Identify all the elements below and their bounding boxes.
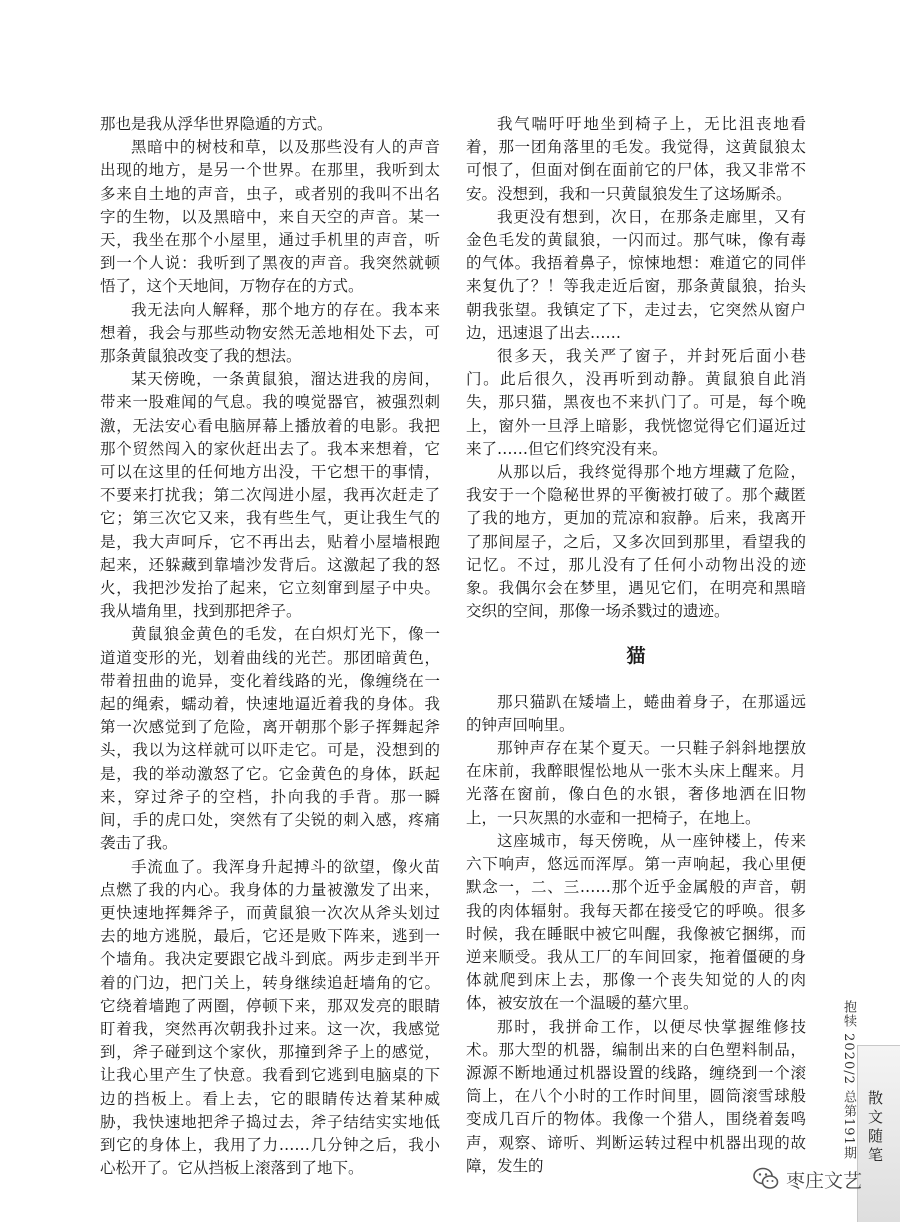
paragraph: 黑暗中的树枝和草，以及那些没有人的声音出现的地方，是另一个世界。在那里，我听到太多来自土地的声音，虫子，或者别的我叫不出名字的生物，以及黑暗中，来自天空的声音。某一天，我坐在那个小屋里，通过手机里的声音，听到一个人说：我听到了黑夜的声音。我突然就顿悟了，这个天地间，万物存在的方式。: [100, 138, 440, 296]
paragraph: 那时，我拼命工作，以便尽快掌握维修技术。那大型的机器，编制出来的白色塑料制品，源源不断地通过机器设置的线路，缠绕到一个滚筒上，在八个小时的工作时间里，圆筒滚雪球般变成几百斤的物体。我像一个猎人，围绕着轰鸣声，观察、谛听、判断运转过程中机器出现的故障，发生的: [466, 1017, 806, 1175]
paragraph: 某天傍晚，一条黄鼠狼，溜达进我的房间，带来一股难闻的气息。我的嗅觉器官，被强烈刺激，无法安心看电脑屏幕上播放着的电影。我把那个贸然闯入的家伙赶出去了。我本来想着，它可以在这里的任何地方出没，干它想干的事情，不要来打扰我；第二次闯进小屋，我再次赶走了它；第三次它又来，我有些生气，更让我生气的是，我大声呵斥，它不再出去，贴着小屋墙根跑起来，还躲藏到靠墙沙发背后。这激起了我的怒火，我把沙发抬了起来，它立刻窜到屋子中央。我从墙角里，找到那把斧子。: [100, 370, 440, 621]
paragraph: 那也是我从浮华世界隐遁的方式。: [100, 115, 333, 133]
journal-issue-info: 抱犊 2020/2 总第191期: [841, 1000, 856, 1160]
section-title: 猫: [626, 645, 646, 668]
paragraph: 手流血了。我浑身升起搏斗的欲望，像火苗点燃了我的内心。我身体的力量被激发了出来，更快速地挥舞斧子，而黄鼠狼一次次从斧头划过去的地方逃脱，最后，它还是败下阵来，逃到一个墙角。我决定要跟它战斗到底。两步走到半开着的门边，把门关上，转身继续追赶墙角的它。它绕着墙跑了两圈，停顿下来，那双发亮的眼睛盯着我，突然再次朝我扑过来。这一次，我感觉到，斧子碰到这个家伙，那撞到斧子上的感觉，让我心里产生了快意。我看到它逃到电脑桌的下边的挡板上。看上去，它的眼睛传达着某种威胁，我快速地把斧子捣过去，斧子结结实实地低到它的身体上，我用了力……几分钟之后，我小心松开了。它从挡板上滚落到了地下。: [100, 857, 440, 1178]
left-column: [100, 113, 440, 1180]
paragraph: 那钟声存在某个夏天。一只鞋子斜斜地摆放在床前，我醉眼惺忪地从一张木头床上醒来。月光落在窗前，像白色的水银，奢侈地洒在旧物上，一只灰黑的水壶和一把椅子，在地上。: [466, 739, 806, 827]
section-tab-label: 散文随笔: [866, 1090, 884, 1166]
paragraph: 黄鼠狼金黄色的毛发，在白炽灯光下，像一道道变形的光，划着曲线的光芒。那团暗黄色，带着扭曲的诡异，变化着线路的光，像缠绕在一起的绳索，蠕动着，快速地逼近着我的身体。我第一次感觉到了危险，离开朝那个影子挥舞起斧头，我以为这样就可以吓走它。可是，没想到的是，我的举动激怒了它。它金黄色的身体，跃起来，穿过斧子的空档，扑向我的手背。那一瞬间，手的虎口处，突然有了尖锐的刺入感，疼痛袭击了我。: [100, 625, 440, 853]
right-column-part2: [466, 691, 806, 1178]
paragraph: 很多天，我关严了窗子，并封死后面小巷门。此后很久，没再听到动静。黄鼠狼自此消失，那只猫，黑夜也不来扒门了。可是，每个晚上，窗外一旦浮上暗影，我恍惚觉得它们逼近过来了……但它们终究没有来。: [466, 347, 806, 458]
right-column: [466, 113, 806, 1178]
paragraph: 从那以后，我终觉得那个地方埋藏了危险，我安于一个隐秘世界的平衡被打破了。那个藏匿了我的地方，更加的荒凉和寂静。后来，我离开了那间屋子，之后，又多次回到那里，看望我的记忆。不过，那儿没有了任何小动物出没的迹象。我偶尔会在梦里，遇见它们，在明亮和黑暗交织的空间，那像一场杀戮过的遗迹。: [466, 463, 806, 621]
wechat-icon: [752, 1165, 780, 1193]
paragraph: 我更没有想到，次日，在那条走廊里，又有金色毛发的黄鼠狼，一闪而过。那气味，像有毒的气体。我捂着鼻子，惊悚地想：难道它的同伴来复仇了？！等我走近后窗，那条黄鼠狼，抬头朝我张望。我镇定了下，走过去，它突然从窗户边，迅速退了出去……: [466, 207, 806, 342]
paragraph: 我无法向人解释，那个地方的存在。我本来想着，我会与那些动物安然无恙地相处下去，可那条黄鼠狼改变了我的想法。: [100, 300, 440, 366]
paragraph: 那只猫趴在矮墙上，蜷曲着身子，在那遥远的钟声回响里。: [466, 692, 806, 734]
paragraph: 我气喘吁吁地坐到椅子上，无比沮丧地看着，那一团角落里的毛发。我觉得，这黄鼠狼太可恨了，但面对倒在面前它的尸体，我又非常不安。没想到，我和一只黄鼠狼发生了这场厮杀。: [466, 115, 806, 203]
watermark: [752, 1165, 862, 1193]
right-column-part1: [466, 113, 806, 623]
paragraph: 这座城市，每天傍晚，从一座钟楼上，传来六下响声，悠远而浑厚。第一声响起，我心里便默念一，二、三……那个近乎金属般的声音，朝我的肉体辐射。我每天都在接受它的呼唤。很多时候，我在睡眠中被它叫醒，我像被它捆绑，而逆来顺受。我从工厂的车间回家，拖着僵硬的身体就爬到床上去，那像一个丧失知觉的人的肉体，被安放在一个温暖的墓穴里。: [466, 831, 806, 1013]
watermark-text: 枣庄文艺: [786, 1169, 863, 1192]
